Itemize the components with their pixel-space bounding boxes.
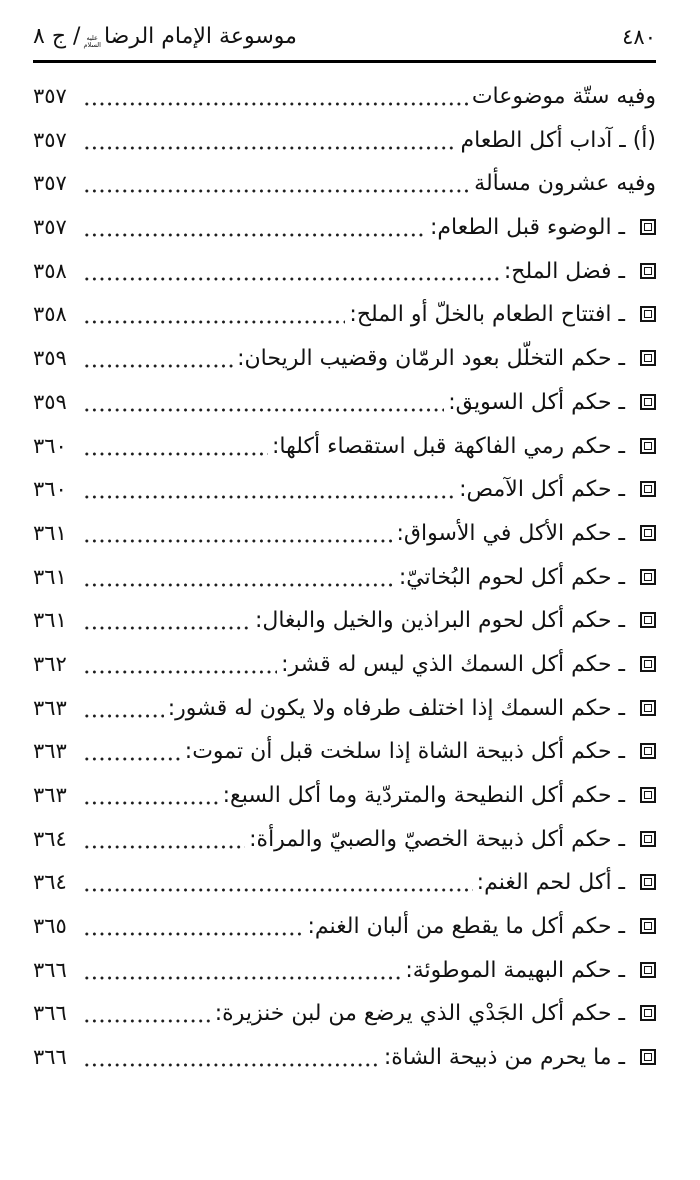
toc-entry-title: ـ حكم أكل لحوم البُخاتيّ: — [398, 564, 625, 590]
toc-entry-page-number: ٣٦١ — [33, 520, 67, 545]
toc-entry-title: ـ ما يحرم من ذبيحة الشاة: — [383, 1045, 625, 1071]
page-number: ٤٨٠ — [622, 25, 656, 49]
toc-entry-page-number: ٣٥٧ — [33, 84, 67, 108]
header-rule — [33, 60, 656, 63]
toc-entry-title: ـ حكم أكل ذبيحة الشاة إذا سلخت قبل أن تموت: — [184, 739, 625, 765]
toc-entry-title: ـ حكم أكل السويق: — [448, 389, 625, 415]
toc-entry-page-number: ٣٥٩ — [33, 346, 67, 371]
square-bullet-icon — [640, 525, 656, 541]
toc-entry — [33, 512, 656, 556]
toc-entry — [33, 468, 656, 512]
toc-entry-head — [249, 818, 656, 862]
toc-entry — [33, 1036, 656, 1080]
square-bullet-icon — [640, 656, 656, 672]
toc-entry-head — [308, 905, 657, 949]
toc-entry-page-number: ٣٦٦ — [33, 1001, 67, 1026]
toc-entry — [33, 599, 656, 643]
toc-entry-head — [396, 512, 656, 556]
dot-leader — [83, 643, 277, 687]
toc-entry-head — [215, 992, 656, 1036]
square-bullet-icon — [640, 831, 656, 847]
toc-entry-title: ـ حكم أكل الآمص: — [459, 477, 625, 503]
toc-entry — [33, 425, 656, 469]
toc-entry-head — [399, 556, 656, 600]
toc-entry — [33, 556, 656, 600]
toc-entry-head — [459, 468, 656, 512]
toc-entry-title: (أ) ـ آداب أكل الطعام — [460, 127, 656, 153]
square-bullet-icon — [640, 350, 656, 366]
toc-entry-title: ـ حكم أكل ذبيحة الخصيّ والصبيّ والمرأة: — [249, 826, 625, 852]
toc-entry-page-number: ٣٦١ — [33, 608, 67, 633]
toc-entry-head — [448, 381, 656, 425]
toc-entry — [33, 206, 656, 250]
book-title — [33, 22, 297, 52]
toc-entry — [33, 162, 656, 206]
toc-entry — [33, 119, 656, 163]
toc-entry-head — [384, 1036, 656, 1080]
toc-entry-page-number: ٣٦٣ — [33, 695, 67, 720]
toc-entry-title: ـ حكم أكل ما يقطع من ألبان الغنم: — [307, 914, 625, 940]
toc-list — [33, 75, 656, 1080]
toc-entry-page-number: ٣٦٢ — [33, 651, 67, 676]
toc-entry — [33, 861, 656, 905]
toc-entry-title: ـ أكل لحم الغنم: — [476, 870, 625, 896]
toc-entry-title: وفيه عشرون مسألة — [474, 171, 656, 197]
square-bullet-icon — [640, 1049, 656, 1065]
alayhi-salam-icon — [83, 35, 101, 49]
toc-entry-title: ـ حكم أكل النطيحة والمتردّية وما أكل السبع: — [222, 783, 625, 808]
toc-entry-title: ـ حكم أكل السمك الذي ليس له قشر: — [281, 651, 625, 677]
toc-entry-page-number: ٣٦١ — [33, 564, 67, 589]
toc-entry-page-number: ٣٦٠ — [33, 433, 67, 458]
square-bullet-icon — [640, 394, 656, 410]
toc-entry-page-number: ٣٦٤ — [33, 826, 67, 851]
toc-entry-head — [223, 774, 656, 818]
toc-entry — [33, 905, 656, 949]
toc-entry — [33, 643, 656, 687]
toc-entry-title: ـ حكم رمي الفاكهة قبل استقصاء أكلها: — [272, 433, 625, 459]
toc-entry-page-number: ٣٦٣ — [33, 739, 67, 764]
square-bullet-icon — [640, 306, 656, 322]
toc-entry-title: ـ حكم أكل الجَدْي الذي يرضع من لبن خنزيرة: — [214, 1001, 625, 1027]
toc-entry — [33, 250, 656, 294]
toc-entry-title: ـ الوضوء قبل الطعام: — [429, 215, 625, 241]
dot-leader — [83, 468, 455, 512]
dot-leader — [83, 512, 392, 556]
page-header — [33, 22, 656, 52]
toc-entry — [33, 687, 656, 731]
book-title-text: موسوعة الإمام الرضا — [103, 24, 297, 49]
toc-entry-title: ـ افتتاح الطعام بالخلّ أو الملح: — [349, 302, 625, 328]
dot-leader — [83, 687, 164, 731]
toc-entry-page-number: ٣٦٤ — [33, 870, 67, 895]
toc-entry-head — [474, 162, 656, 206]
dot-leader — [83, 599, 251, 643]
toc-entry-title: ـ فضل الملح: — [503, 258, 625, 284]
dot-leader — [83, 992, 211, 1036]
honorific-bottom: السلام — [83, 40, 101, 49]
toc-entry-head — [405, 949, 656, 993]
toc-entry-title: ـ حكم السمك إذا اختلف طرفاه ولا يكون له قشور: — [167, 695, 625, 721]
toc-entry-title: ـ حكم البهيمة الموطوئة: — [405, 957, 625, 983]
toc-entry-head — [504, 250, 656, 294]
toc-entry — [33, 293, 656, 337]
toc-entry-title: ـ حكم التخلّل بعود الرمّان وقضيب الريحان: — [237, 346, 625, 372]
square-bullet-icon — [640, 700, 656, 716]
dot-leader — [83, 381, 444, 425]
square-bullet-icon — [640, 962, 656, 978]
square-bullet-icon — [640, 219, 656, 235]
toc-entry-page-number: ٣٥٧ — [33, 215, 67, 240]
toc-entry-head — [237, 337, 656, 381]
toc-entry-head — [461, 119, 656, 163]
toc-entry-page-number: ٣٥٩ — [33, 389, 67, 414]
toc-entry-page-number: ٣٥٨ — [33, 258, 67, 283]
dot-leader — [83, 337, 233, 381]
toc-entry-page-number: ٣٦٥ — [33, 914, 67, 939]
toc-entry-page-number: ٣٦٦ — [33, 1045, 67, 1070]
dot-leader — [83, 818, 245, 862]
toc-entry-page-number: ٣٥٧ — [33, 127, 67, 152]
toc-entry-head — [281, 643, 656, 687]
dot-leader — [83, 206, 426, 250]
dot-leader — [83, 1036, 380, 1080]
square-bullet-icon — [640, 263, 656, 279]
toc-entry-head — [185, 730, 656, 774]
square-bullet-icon — [640, 743, 656, 759]
toc-entry-title: وفيه ستّة موضوعات — [471, 84, 656, 109]
square-bullet-icon — [640, 438, 656, 454]
toc-entry — [33, 337, 656, 381]
dot-leader — [83, 119, 457, 163]
dot-leader — [83, 861, 473, 905]
square-bullet-icon — [640, 481, 656, 497]
dot-leader — [83, 250, 500, 294]
dot-leader — [83, 556, 395, 600]
square-bullet-icon — [640, 612, 656, 628]
toc-entry-title: ـ حكم الأكل في الأسواق: — [396, 520, 625, 546]
toc-entry-head — [477, 861, 656, 905]
toc-entry-page-number: ٣٦٠ — [33, 477, 67, 502]
volume-label: / ج ٨ — [33, 24, 81, 49]
toc-entry-head — [472, 75, 656, 119]
toc-entry — [33, 730, 656, 774]
toc-entry-title: ـ حكم أكل لحوم البراذين والخيل والبغال: — [254, 608, 625, 634]
square-bullet-icon — [640, 569, 656, 585]
square-bullet-icon — [640, 787, 656, 803]
toc-entry-page-number: ٣٦٣ — [33, 783, 67, 807]
toc-entry-head — [272, 425, 656, 469]
honorific-top: عليه — [86, 34, 98, 42]
toc-entry — [33, 992, 656, 1036]
dot-leader — [83, 905, 304, 949]
dot-leader — [83, 774, 219, 818]
toc-entry-head — [349, 293, 656, 337]
toc-entry — [33, 774, 656, 818]
dot-leader — [83, 425, 268, 469]
square-bullet-icon — [640, 1005, 656, 1021]
toc-entry — [33, 381, 656, 425]
toc-entry-page-number: ٣٦٦ — [33, 957, 67, 982]
dot-leader — [83, 949, 401, 993]
dot-leader — [83, 162, 470, 206]
square-bullet-icon — [640, 918, 656, 934]
toc-entry-head — [168, 687, 656, 731]
toc-entry — [33, 949, 656, 993]
toc-entry — [33, 75, 656, 119]
toc-entry-page-number: ٣٥٧ — [33, 171, 67, 196]
dot-leader — [83, 730, 181, 774]
dot-leader — [83, 75, 468, 119]
dot-leader — [83, 293, 345, 337]
toc-entry — [33, 818, 656, 862]
square-bullet-icon — [640, 874, 656, 890]
toc-entry-page-number: ٣٥٨ — [33, 302, 67, 327]
toc-entry-head — [430, 206, 656, 250]
toc-entry-head — [255, 599, 656, 643]
